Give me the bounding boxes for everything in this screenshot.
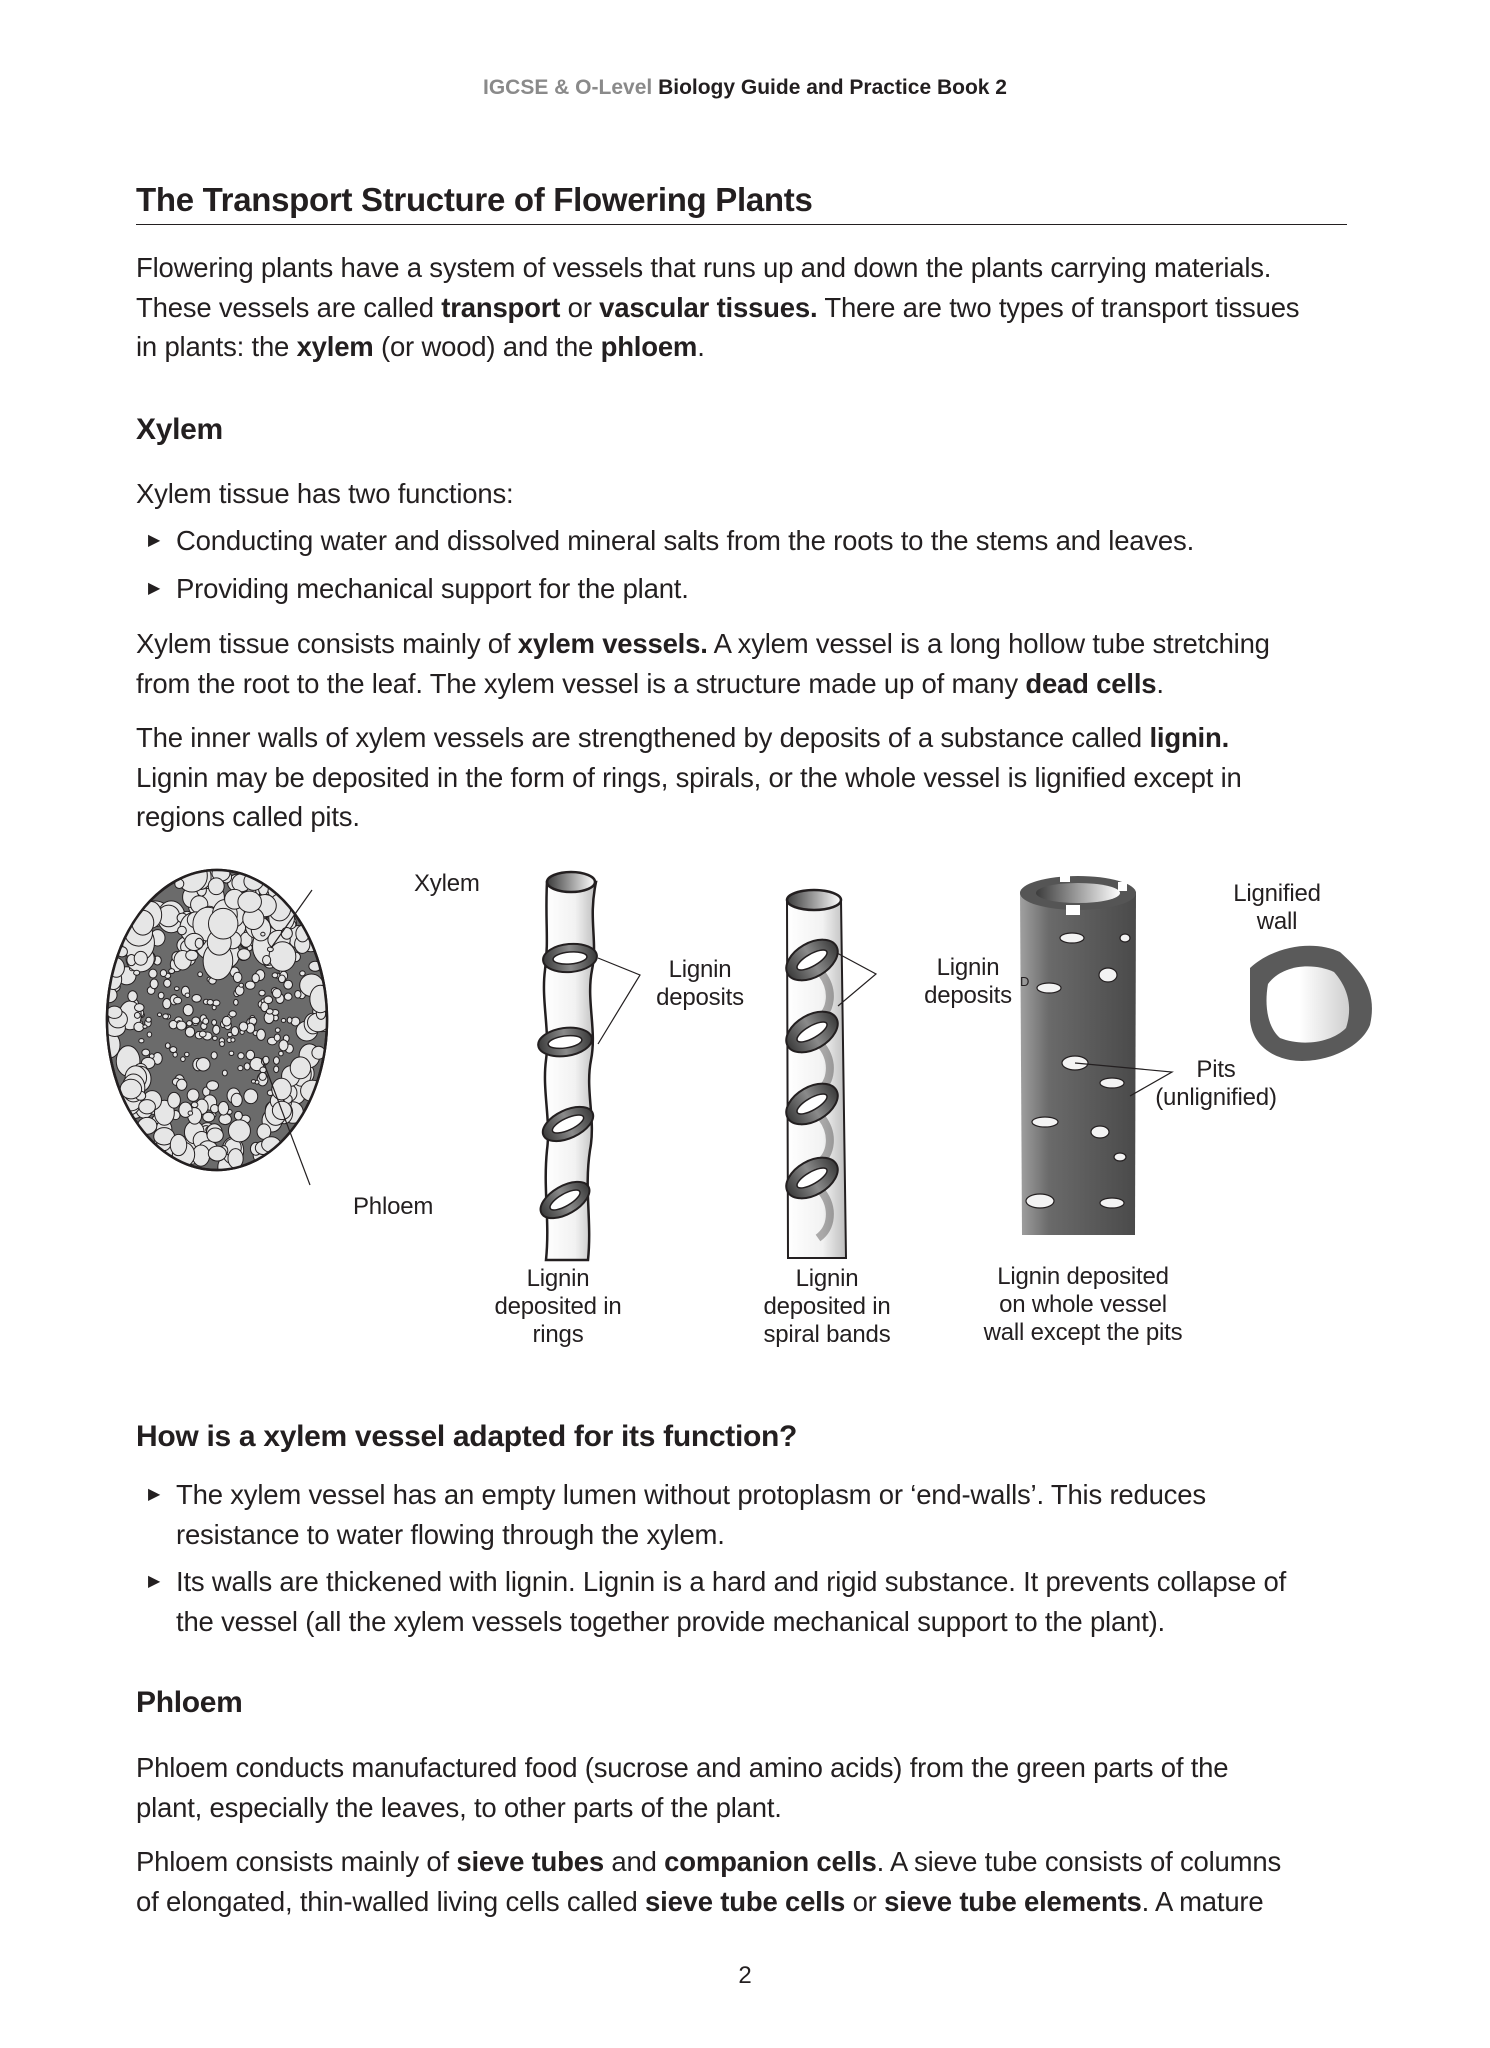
bullet-triangle-icon: ▶ — [148, 579, 161, 597]
cell — [191, 1102, 198, 1108]
pit — [1037, 983, 1061, 993]
cell — [139, 1039, 144, 1043]
cell — [199, 1031, 206, 1037]
label-xylem: Xylem — [414, 870, 480, 897]
cell — [264, 996, 273, 1004]
cell — [284, 980, 293, 989]
cell — [300, 971, 305, 976]
text-line — [136, 797, 1356, 837]
intro-paragraph — [136, 248, 1356, 367]
cell — [231, 1093, 242, 1106]
cell — [207, 1081, 219, 1091]
cell — [128, 991, 137, 1002]
cell — [213, 1036, 218, 1040]
cell — [160, 970, 166, 977]
text-run: from the root to the leaf. The xylem vessel is a structure made up of many — [136, 667, 1026, 699]
text-run: . — [697, 331, 705, 362]
cell — [273, 1057, 279, 1065]
label-phloem: Phloem — [353, 1193, 434, 1220]
caption-whole-vessel: Lignin deposited on whole vessel wall except the pits — [983, 1263, 1183, 1346]
page-title: The Transport Structure of Flowering Plants — [136, 180, 1347, 225]
text-line — [136, 1882, 1356, 1922]
label-lignin-deposits-rings: Lignin deposits — [656, 956, 744, 1011]
cell — [267, 947, 273, 952]
cell — [290, 1057, 310, 1079]
cell — [163, 999, 171, 1009]
text-run: A xylem vessel is a long hollow tube stretching — [707, 628, 1270, 659]
cell — [107, 1006, 122, 1018]
text-run: of elongated, thin-walled living cells called — [136, 1885, 646, 1917]
cell — [233, 972, 242, 982]
cell — [150, 979, 158, 989]
cell — [301, 1080, 325, 1101]
text-run: . A sieve tube consists of columns — [876, 1846, 1281, 1877]
cell — [169, 969, 175, 974]
text-run: Flowering plants have a system of vessels that runs up and down the plants carrying materials. — [136, 252, 1272, 283]
text-run: regions called pits. — [136, 801, 360, 832]
bold-term: sieve tube elements — [884, 1885, 1142, 1917]
cell — [228, 1120, 250, 1142]
cell — [143, 1025, 147, 1028]
text-line — [136, 718, 1356, 758]
pit — [1099, 968, 1117, 982]
cell — [234, 999, 239, 1005]
cell — [244, 1089, 258, 1104]
text-run: Phloem conducts manufactured food (sucrose and amino acids) from the green parts of the — [136, 1752, 1229, 1783]
cell — [272, 1078, 291, 1100]
cell — [170, 1047, 177, 1053]
cell — [266, 1009, 273, 1014]
cell — [231, 1038, 235, 1042]
lignified-vessel — [1020, 872, 1136, 1235]
pit — [1091, 1126, 1109, 1138]
cell — [134, 1012, 140, 1018]
cell — [134, 1022, 144, 1031]
cell — [279, 1040, 288, 1051]
list-item — [136, 569, 1366, 609]
cell — [178, 926, 187, 935]
cell — [261, 932, 265, 936]
cell — [208, 908, 237, 939]
bold-term: companion cells — [664, 1846, 877, 1877]
bold-term: dead cells — [1025, 667, 1157, 699]
cell — [252, 974, 259, 983]
cell — [244, 1063, 250, 1070]
pit — [1100, 1198, 1124, 1208]
text-line — [136, 1748, 1356, 1788]
cell — [185, 993, 190, 997]
cell — [211, 1105, 219, 1113]
bold-term: phloem — [600, 331, 698, 362]
cell — [229, 1011, 236, 1017]
cell — [195, 938, 203, 948]
cell — [218, 1102, 229, 1116]
cell — [211, 1052, 217, 1059]
text-run: . A mature — [1141, 1885, 1264, 1917]
cell — [208, 878, 224, 895]
text-run: Lignin may be deposited in the form of rings, spirals, or the whole vessel is lignified except in — [136, 761, 1242, 793]
text-run: and — [603, 1846, 665, 1877]
ring-vessel — [535, 872, 599, 1260]
cell — [229, 1051, 234, 1055]
cell — [203, 1112, 215, 1122]
text-run: The inner walls of xylem vessels are strengthened by deposits of a substance called — [136, 722, 1150, 753]
cell — [139, 1100, 156, 1114]
label-pits: Pits (unlignified) — [1155, 1056, 1277, 1111]
cell — [220, 1042, 225, 1047]
pit — [1100, 1078, 1124, 1088]
cell — [269, 942, 296, 971]
cell — [284, 993, 292, 1000]
stem-cross-section — [99, 860, 336, 1178]
caption-spiral: Lignin deposited in spiral bands — [763, 1265, 891, 1348]
page-number: 2 — [738, 1962, 752, 1989]
bold-term: sieve tubes — [456, 1846, 604, 1877]
cell — [239, 983, 244, 987]
lignified-wall-section — [1250, 946, 1372, 1061]
text-run: (or wood) and the — [373, 331, 601, 362]
cell — [274, 1034, 280, 1041]
cell — [165, 1043, 170, 1049]
cell — [219, 1114, 231, 1125]
cell — [222, 1070, 227, 1076]
cell — [188, 1111, 193, 1115]
cell — [287, 1017, 292, 1023]
bold-term: vascular tissues. — [599, 291, 818, 323]
text-run: Phloem consists mainly of — [136, 1846, 457, 1877]
bullet-triangle-icon: ▶ — [148, 1486, 161, 1503]
cell — [196, 1058, 210, 1071]
cell — [263, 955, 271, 964]
cell — [257, 1029, 266, 1040]
cell — [186, 950, 198, 960]
cell — [187, 1089, 199, 1101]
cell — [174, 997, 182, 1004]
text-run: or — [845, 1885, 885, 1917]
cell — [251, 1080, 255, 1084]
cell — [134, 970, 140, 975]
cell — [212, 1020, 217, 1026]
xylem-heading: Xylem — [136, 413, 223, 446]
bullet-triangle-icon: ▶ — [148, 1573, 161, 1590]
cell — [213, 1025, 220, 1034]
pit — [1026, 1194, 1054, 1208]
pit — [1060, 933, 1084, 943]
adaptation-list — [136, 1475, 1366, 1641]
cell — [134, 951, 147, 965]
cell — [168, 1092, 181, 1108]
label-lignin-deposits-spiral: Lignin deposits — [924, 954, 1012, 1009]
cell — [246, 1050, 254, 1060]
bold-term: sieve tube cells — [645, 1885, 846, 1917]
bold-term: xylem — [296, 331, 374, 362]
cell — [177, 1079, 187, 1090]
cell — [278, 975, 285, 983]
lignin-pointer-line-1 — [598, 958, 640, 1044]
cell — [207, 1128, 223, 1142]
cell — [185, 1052, 190, 1056]
phloem-paragraph-1 — [136, 1748, 1356, 1827]
text-run: in plants: the — [136, 331, 297, 362]
cell — [181, 1057, 186, 1062]
text-line — [136, 1788, 1356, 1828]
adaptation-heading: How is a xylem vessel adapted for its function? — [136, 1420, 798, 1453]
cell — [259, 1072, 267, 1080]
cell — [272, 973, 278, 978]
cell — [135, 1004, 145, 1012]
cell — [149, 969, 157, 978]
bold-term: xylem vessels. — [517, 628, 708, 659]
text-run: There are two types of transport tissues — [817, 291, 1300, 323]
cell — [238, 891, 262, 912]
cell — [185, 1027, 194, 1037]
cell — [281, 1019, 285, 1023]
list-item: ▶ The xylem vessel has an empty lumen without protoplasm or ‘end-walls’. This reduces resistance to water flowing through the xylem. — [136, 1475, 1366, 1554]
cell — [275, 1028, 280, 1033]
list-item-text: Providing mechanical support for the plant. — [176, 572, 689, 604]
xylem-functions-list — [136, 521, 1366, 608]
cell — [274, 1066, 279, 1073]
cell — [259, 990, 265, 996]
cell — [187, 1021, 193, 1026]
cell — [132, 910, 154, 935]
text-run: or — [560, 291, 600, 323]
text-run: These vessels are called — [136, 291, 442, 323]
phloem-paragraph-2 — [136, 1842, 1356, 1921]
cell — [174, 987, 179, 991]
cell — [170, 1134, 186, 1155]
cell — [157, 1013, 161, 1017]
cell — [222, 1016, 231, 1026]
cell — [183, 1004, 193, 1015]
xylem-functions-intro: Xylem tissue has two functions: — [136, 478, 514, 509]
text-run: Xylem tissue consists mainly of — [136, 628, 518, 659]
text-line — [136, 664, 1356, 704]
cell — [192, 995, 201, 1003]
text-line — [136, 758, 1356, 798]
cell — [227, 1033, 232, 1037]
bold-term: lignin. — [1149, 722, 1230, 753]
text-run: . — [1156, 667, 1164, 699]
cell — [207, 1000, 213, 1005]
cell — [279, 1051, 284, 1056]
pit — [1120, 934, 1130, 942]
cell — [238, 1066, 243, 1071]
pit — [1114, 1153, 1126, 1161]
cell — [192, 1017, 200, 1024]
text-line — [136, 327, 1356, 367]
text-run: plant, especially the leaves, to other parts of the plant. — [136, 1791, 782, 1823]
cell — [177, 1021, 187, 1030]
running-header — [0, 76, 1490, 100]
xylem-paragraph-1 — [136, 624, 1356, 703]
pit — [1032, 1117, 1058, 1127]
list-item — [136, 521, 1366, 561]
cell — [238, 949, 251, 960]
text-line — [136, 1842, 1356, 1882]
cell — [147, 1032, 152, 1037]
label-lignified-wall: Lignified wall — [1233, 880, 1321, 935]
cell — [281, 927, 292, 939]
cell — [234, 1111, 242, 1120]
cell — [142, 1049, 150, 1056]
spiral-vessel — [779, 890, 846, 1258]
cell — [203, 1018, 209, 1024]
bold-term: transport — [441, 291, 561, 323]
text-line — [136, 624, 1356, 664]
cell — [163, 1014, 169, 1019]
series-name: IGCSE & O-Level — [483, 76, 653, 99]
text-line — [136, 288, 1356, 328]
xylem-paragraph-2 — [136, 718, 1356, 837]
cell — [272, 989, 281, 998]
list-item-text: Conducting water and dissolved mineral salts from the roots to the stems and leaves. — [176, 525, 1195, 556]
text-line — [136, 248, 1356, 288]
caption-rings: Lignin deposited in rings — [494, 1265, 622, 1348]
cell — [158, 992, 164, 998]
phloem-heading: Phloem — [136, 1686, 243, 1719]
cell — [146, 1017, 151, 1022]
cell — [198, 972, 203, 977]
cell — [239, 1022, 248, 1031]
xylem-figure — [0, 860, 1490, 1370]
stray-mark: D — [1020, 974, 1030, 989]
cell — [295, 990, 301, 998]
bullet-triangle-icon: ▶ — [148, 532, 161, 549]
cell — [164, 979, 171, 987]
cell — [208, 1146, 226, 1161]
book-title: Biology Guide and Practice Book 2 — [658, 76, 1007, 99]
cell — [238, 1053, 244, 1059]
list-item: ▶ Its walls are thickened with lignin. Lignin is a hard and rigid substance. It prevents collapse of the vessel (all the xylem vessels together provide mechanical support to the plant). — [136, 1562, 1366, 1641]
